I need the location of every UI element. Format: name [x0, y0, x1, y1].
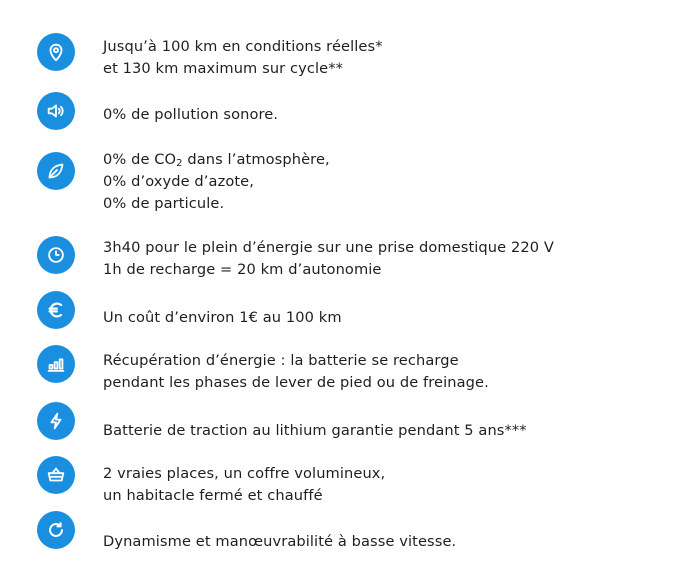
- feature-text: Récupération d’énergie : la batterie se recharge pendant les phases de lever de pied ou de freinage.: [103, 352, 489, 391]
- feature-text: 3h40 pour le plein d’énergie sur une prise domestique 220 V 1h de recharge = 20 km d’autonomie: [103, 239, 554, 278]
- basket-icon: [37, 456, 75, 494]
- feature-text: Jusqu’à 100 km en conditions réelles* et 130 km maximum sur cycle**: [103, 38, 383, 77]
- euro-icon: [37, 291, 75, 329]
- feature-text: Batterie de traction au lithium garantie pendant 5 ans***: [103, 422, 527, 439]
- co2-line: 0% de $CO_2$ dans l’atmosphère,: [103, 151, 330, 169]
- feature-text: Un coût d’environ 1€ au 100 km: [103, 309, 342, 326]
- bar-chart-icon: [37, 345, 75, 383]
- feature-text: 0% de pollution sonore.: [103, 106, 279, 123]
- leaf-icon: [37, 152, 75, 190]
- location-pin-icon: [37, 33, 75, 71]
- feature-text: Dynamisme et manœuvrabilité à basse vitesse.: [103, 533, 457, 550]
- speaker-icon: [37, 92, 75, 130]
- feature-text: 2 vraies places, un coffre volumineux, un habitacle fermé et chauffé: [103, 465, 386, 504]
- lightning-icon: [37, 402, 75, 440]
- feature-text: 0% de $CO_2$ dans l’atmosphère, 0% d’oxyde d’azote, 0% de particule.: [103, 151, 330, 212]
- refresh-icon: [37, 511, 75, 549]
- clock-icon: [37, 236, 75, 274]
